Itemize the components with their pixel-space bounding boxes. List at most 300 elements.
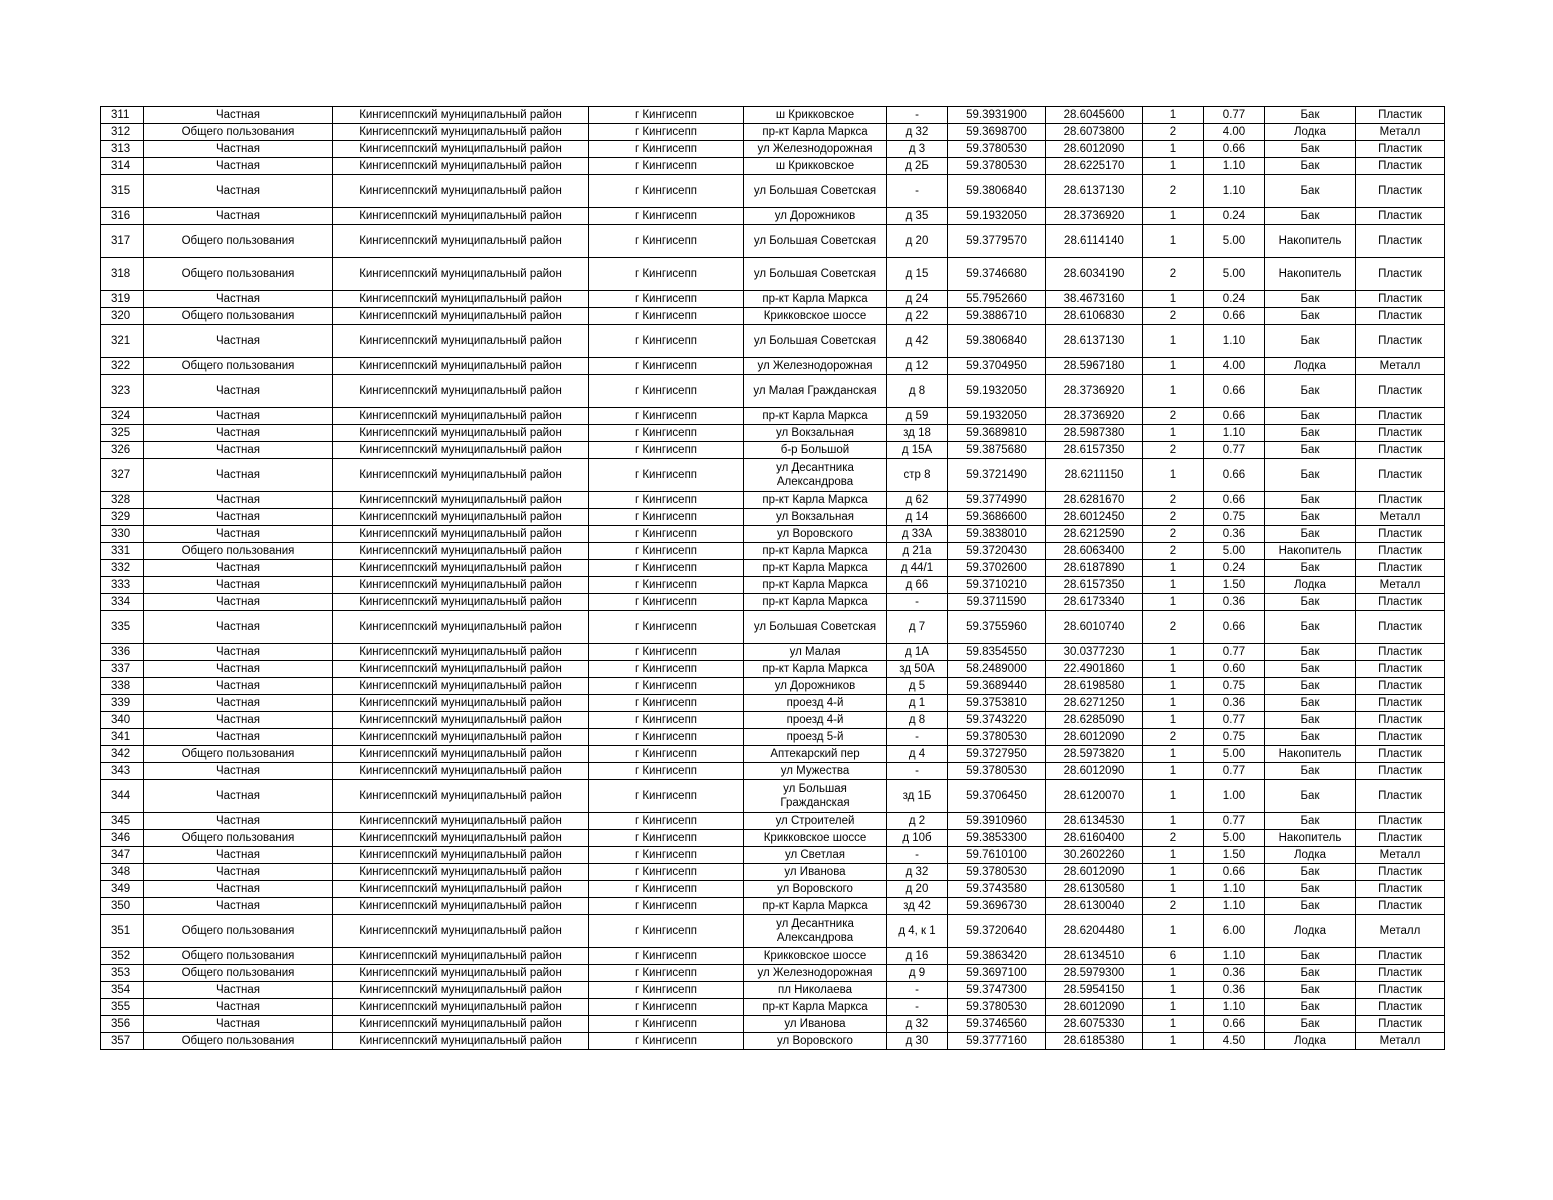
cell-longitude: 28.6130580 [1046,881,1143,898]
cell-district: Кингисеппский муниципальный район [333,560,589,577]
cell-container-count: 1 [1143,325,1204,358]
cell-container-type: Лодка [1265,1033,1356,1050]
cell-longitude: 28.5979300 [1046,965,1143,982]
cell-container-volume: 0.24 [1204,291,1265,308]
cell-latitude: 59.3806840 [948,325,1046,358]
cell-container-type: Бак [1265,999,1356,1016]
cell-container-type: Бак [1265,1016,1356,1033]
cell-longitude: 28.6160400 [1046,830,1143,847]
cell-ownership: Частная [144,644,333,661]
cell-container-volume: 1.10 [1204,175,1265,208]
cell-container-count: 1 [1143,678,1204,695]
cell-house: д 20 [887,881,948,898]
cell-latitude: 59.3886710 [948,308,1046,325]
cell-container-type: Бак [1265,308,1356,325]
cell-settlement: г Кингисепп [589,325,744,358]
cell-settlement: г Кингисепп [589,408,744,425]
cell-settlement: г Кингисепп [589,830,744,847]
cell-house: д 15А [887,442,948,459]
cell-longitude: 38.4673160 [1046,291,1143,308]
cell-container-count: 2 [1143,308,1204,325]
cell-settlement: г Кингисепп [589,225,744,258]
cell-row-number: 317 [101,225,144,258]
table-row [101,425,1445,442]
table-row [101,813,1445,830]
cell-settlement: г Кингисепп [589,695,744,712]
cell-latitude: 59.8354550 [948,644,1046,661]
container-sites-table [100,106,1445,1050]
cell-container-type: Бак [1265,729,1356,746]
cell-house: д 9 [887,965,948,982]
cell-material: Пластик [1356,594,1445,611]
cell-container-type: Бак [1265,208,1356,225]
cell-ownership: Общего пользования [144,915,333,948]
cell-container-count: 1 [1143,425,1204,442]
cell-street: ул Большая Советская [744,225,887,258]
cell-container-count: 1 [1143,459,1204,492]
cell-house: д 42 [887,325,948,358]
cell-settlement: г Кингисепп [589,577,744,594]
cell-district: Кингисеппский муниципальный район [333,543,589,560]
cell-street: пл Николаева [744,982,887,999]
cell-district: Кингисеппский муниципальный район [333,225,589,258]
cell-house: д 8 [887,375,948,408]
cell-row-number: 325 [101,425,144,442]
cell-container-type: Лодка [1265,915,1356,948]
cell-street: проезд 5-й [744,729,887,746]
cell-container-type: Бак [1265,425,1356,442]
cell-settlement: г Кингисепп [589,847,744,864]
cell-latitude: 59.3689440 [948,678,1046,695]
cell-district: Кингисеппский муниципальный район [333,308,589,325]
cell-latitude: 59.3697100 [948,965,1046,982]
cell-latitude: 59.3853300 [948,830,1046,847]
cell-house: д 30 [887,1033,948,1050]
cell-material: Металл [1356,509,1445,526]
cell-longitude: 28.6281670 [1046,492,1143,509]
cell-container-count: 1 [1143,915,1204,948]
cell-container-type: Бак [1265,158,1356,175]
table-row [101,509,1445,526]
cell-container-type: Бак [1265,948,1356,965]
cell-street: ул Светлая [744,847,887,864]
cell-container-volume: 0.60 [1204,661,1265,678]
cell-house: д 10б [887,830,948,847]
table-row [101,847,1445,864]
cell-container-volume: 1.10 [1204,881,1265,898]
cell-ownership: Частная [144,678,333,695]
cell-street: ул Малая Гражданская [744,375,887,408]
cell-settlement: г Кингисепп [589,712,744,729]
cell-street: ул Вокзальная [744,509,887,526]
cell-settlement: г Кингисепп [589,442,744,459]
cell-container-volume: 5.00 [1204,225,1265,258]
table-row [101,729,1445,746]
cell-container-volume: 0.66 [1204,1016,1265,1033]
cell-street: ул Иванова [744,864,887,881]
cell-container-count: 1 [1143,881,1204,898]
cell-latitude: 59.3746560 [948,1016,1046,1033]
cell-row-number: 340 [101,712,144,729]
cell-street: ул Строителей [744,813,887,830]
cell-container-count: 2 [1143,175,1204,208]
cell-material: Пластик [1356,107,1445,124]
cell-settlement: г Кингисепп [589,763,744,780]
table-body [101,107,1445,1050]
cell-row-number: 320 [101,308,144,325]
cell-material: Пластик [1356,208,1445,225]
cell-district: Кингисеппский муниципальный район [333,915,589,948]
cell-ownership: Частная [144,425,333,442]
table-row [101,864,1445,881]
cell-container-type: Бак [1265,107,1356,124]
cell-settlement: г Кингисепп [589,560,744,577]
cell-row-number: 314 [101,158,144,175]
cell-ownership: Частная [144,763,333,780]
cell-container-volume: 0.66 [1204,375,1265,408]
cell-container-volume: 0.36 [1204,982,1265,999]
cell-ownership: Частная [144,729,333,746]
cell-container-volume: 1.10 [1204,948,1265,965]
table-row [101,158,1445,175]
cell-container-count: 1 [1143,141,1204,158]
table-row [101,780,1445,813]
cell-longitude: 28.6114140 [1046,225,1143,258]
table-row [101,712,1445,729]
cell-container-count: 2 [1143,492,1204,509]
cell-ownership: Частная [144,560,333,577]
cell-ownership: Частная [144,492,333,509]
cell-house: д 32 [887,124,948,141]
cell-longitude: 28.6271250 [1046,695,1143,712]
cell-row-number: 342 [101,746,144,763]
cell-container-count: 2 [1143,543,1204,560]
cell-ownership: Частная [144,325,333,358]
cell-settlement: г Кингисепп [589,948,744,965]
cell-street: Аптекарский пер [744,746,887,763]
cell-container-count: 1 [1143,864,1204,881]
cell-house: д 12 [887,358,948,375]
cell-street: ул Дорожников [744,678,887,695]
cell-latitude: 59.3698700 [948,124,1046,141]
cell-district: Кингисеппский муниципальный район [333,124,589,141]
cell-container-volume: 0.36 [1204,526,1265,543]
cell-container-volume: 6.00 [1204,915,1265,948]
cell-district: Кингисеппский муниципальный район [333,864,589,881]
cell-district: Кингисеппский муниципальный район [333,661,589,678]
cell-row-number: 351 [101,915,144,948]
cell-container-type: Накопитель [1265,258,1356,291]
table-row [101,1033,1445,1050]
table-row [101,644,1445,661]
cell-container-count: 1 [1143,107,1204,124]
cell-material: Металл [1356,915,1445,948]
cell-street: пр-кт Карла Маркса [744,543,887,560]
cell-house: д 2Б [887,158,948,175]
cell-street: ул Большая Советская [744,325,887,358]
cell-ownership: Частная [144,141,333,158]
cell-ownership: Общего пользования [144,1033,333,1050]
cell-longitude: 28.6012090 [1046,864,1143,881]
cell-material: Пластик [1356,881,1445,898]
cell-container-count: 1 [1143,763,1204,780]
table-row [101,358,1445,375]
cell-house: д 62 [887,492,948,509]
cell-container-count: 1 [1143,225,1204,258]
cell-material: Пластик [1356,982,1445,999]
cell-district: Кингисеппский муниципальный район [333,965,589,982]
cell-longitude: 28.6173340 [1046,594,1143,611]
cell-container-type: Бак [1265,678,1356,695]
cell-district: Кингисеппский муниципальный район [333,780,589,813]
cell-container-type: Бак [1265,695,1356,712]
cell-material: Пластик [1356,780,1445,813]
cell-district: Кингисеппский муниципальный район [333,1033,589,1050]
cell-house: д 33А [887,526,948,543]
cell-container-type: Бак [1265,965,1356,982]
cell-longitude: 28.3736920 [1046,208,1143,225]
cell-container-count: 2 [1143,442,1204,459]
cell-material: Пластик [1356,763,1445,780]
cell-settlement: г Кингисепп [589,780,744,813]
cell-container-count: 1 [1143,695,1204,712]
cell-container-count: 2 [1143,258,1204,291]
cell-house: д 44/1 [887,560,948,577]
cell-container-volume: 0.77 [1204,712,1265,729]
cell-street: ул Вокзальная [744,425,887,442]
cell-container-type: Лодка [1265,847,1356,864]
cell-settlement: г Кингисепп [589,141,744,158]
cell-container-volume: 0.66 [1204,611,1265,644]
cell-settlement: г Кингисепп [589,375,744,408]
cell-ownership: Общего пользования [144,830,333,847]
cell-material: Пластик [1356,695,1445,712]
cell-latitude: 59.3779570 [948,225,1046,258]
cell-ownership: Общего пользования [144,225,333,258]
cell-ownership: Частная [144,175,333,208]
cell-material: Пластик [1356,611,1445,644]
cell-row-number: 327 [101,459,144,492]
cell-material: Пластик [1356,712,1445,729]
cell-district: Кингисеппский муниципальный район [333,358,589,375]
cell-district: Кингисеппский муниципальный район [333,898,589,915]
cell-container-count: 2 [1143,408,1204,425]
cell-district: Кингисеппский муниципальный район [333,577,589,594]
cell-container-type: Накопитель [1265,543,1356,560]
table-row [101,225,1445,258]
cell-row-number: 341 [101,729,144,746]
cell-street: ул Воровского [744,1033,887,1050]
cell-settlement: г Кингисепп [589,158,744,175]
cell-street: ул Малая [744,644,887,661]
cell-street: Крикковское шоссе [744,830,887,847]
cell-street: ш Крикковское [744,158,887,175]
cell-container-type: Бак [1265,611,1356,644]
cell-row-number: 315 [101,175,144,208]
cell-container-type: Бак [1265,459,1356,492]
cell-house: - [887,982,948,999]
cell-container-volume: 0.66 [1204,864,1265,881]
table-row [101,763,1445,780]
cell-settlement: г Кингисепп [589,258,744,291]
cell-row-number: 354 [101,982,144,999]
cell-container-count: 1 [1143,999,1204,1016]
cell-latitude: 59.1932050 [948,208,1046,225]
cell-latitude: 59.3721490 [948,459,1046,492]
cell-material: Пластик [1356,141,1445,158]
cell-container-volume: 0.75 [1204,509,1265,526]
cell-container-count: 1 [1143,982,1204,999]
cell-latitude: 59.3910960 [948,813,1046,830]
cell-settlement: г Кингисепп [589,459,744,492]
cell-row-number: 316 [101,208,144,225]
cell-container-count: 1 [1143,375,1204,408]
cell-container-type: Лодка [1265,358,1356,375]
cell-container-type: Бак [1265,780,1356,813]
cell-row-number: 313 [101,141,144,158]
cell-district: Кингисеппский муниципальный район [333,712,589,729]
cell-longitude: 28.6225170 [1046,158,1143,175]
cell-container-type: Бак [1265,175,1356,208]
cell-house: - [887,175,948,208]
cell-material: Пластик [1356,442,1445,459]
cell-settlement: г Кингисепп [589,881,744,898]
cell-street: ул Большая Гражданская [744,780,887,813]
cell-house: д 66 [887,577,948,594]
cell-house: д 16 [887,948,948,965]
cell-ownership: Частная [144,1016,333,1033]
cell-container-volume: 0.36 [1204,965,1265,982]
cell-container-count: 1 [1143,644,1204,661]
cell-container-type: Накопитель [1265,225,1356,258]
cell-row-number: 323 [101,375,144,408]
cell-house: д 4 [887,746,948,763]
cell-material: Пластик [1356,408,1445,425]
cell-district: Кингисеппский муниципальный район [333,325,589,358]
cell-longitude: 28.6010740 [1046,611,1143,644]
cell-ownership: Частная [144,158,333,175]
cell-ownership: Частная [144,375,333,408]
table-row [101,577,1445,594]
cell-material: Пластик [1356,291,1445,308]
cell-container-type: Бак [1265,813,1356,830]
cell-container-volume: 4.00 [1204,124,1265,141]
cell-ownership: Частная [144,864,333,881]
cell-latitude: 59.3806840 [948,175,1046,208]
cell-house: д 1А [887,644,948,661]
cell-street: ул Десантника Александрова [744,459,887,492]
table-row [101,948,1445,965]
cell-row-number: 349 [101,881,144,898]
cell-container-count: 1 [1143,813,1204,830]
document-page [100,106,1444,1050]
cell-latitude: 59.3747300 [948,982,1046,999]
cell-container-count: 1 [1143,158,1204,175]
cell-street: пр-кт Карла Маркса [744,661,887,678]
table-row [101,492,1445,509]
cell-material: Металл [1356,124,1445,141]
cell-ownership: Частная [144,509,333,526]
cell-latitude: 59.3706450 [948,780,1046,813]
cell-latitude: 59.3689810 [948,425,1046,442]
cell-ownership: Частная [144,881,333,898]
cell-longitude: 28.6187890 [1046,560,1143,577]
cell-container-volume: 5.00 [1204,258,1265,291]
cell-house: д 8 [887,712,948,729]
cell-latitude: 59.3720430 [948,543,1046,560]
cell-material: Пластик [1356,898,1445,915]
cell-container-count: 2 [1143,830,1204,847]
cell-house: д 32 [887,864,948,881]
cell-latitude: 59.1932050 [948,408,1046,425]
cell-row-number: 353 [101,965,144,982]
cell-street: ул Иванова [744,1016,887,1033]
cell-street: проезд 4-й [744,712,887,729]
table-row [101,915,1445,948]
cell-ownership: Общего пользования [144,948,333,965]
cell-container-volume: 0.75 [1204,729,1265,746]
cell-material: Металл [1356,577,1445,594]
cell-longitude: 28.6012090 [1046,763,1143,780]
cell-latitude: 59.3753810 [948,695,1046,712]
cell-house: - [887,107,948,124]
cell-longitude: 28.6106830 [1046,308,1143,325]
cell-street: пр-кт Карла Маркса [744,492,887,509]
cell-material: Пластик [1356,425,1445,442]
cell-latitude: 59.3743220 [948,712,1046,729]
cell-settlement: г Кингисепп [589,661,744,678]
cell-longitude: 28.6134530 [1046,813,1143,830]
cell-district: Кингисеппский муниципальный район [333,813,589,830]
cell-district: Кингисеппский муниципальный район [333,999,589,1016]
cell-latitude: 59.3875680 [948,442,1046,459]
cell-container-type: Бак [1265,763,1356,780]
cell-material: Пластик [1356,308,1445,325]
cell-material: Пластик [1356,543,1445,560]
cell-house: - [887,763,948,780]
cell-house: д 21а [887,543,948,560]
cell-settlement: г Кингисепп [589,291,744,308]
cell-district: Кингисеппский муниципальный район [333,982,589,999]
cell-district: Кингисеппский муниципальный район [333,291,589,308]
cell-longitude: 28.6137130 [1046,175,1143,208]
cell-district: Кингисеппский муниципальный район [333,1016,589,1033]
cell-district: Кингисеппский муниципальный район [333,175,589,208]
cell-street: пр-кт Карла Маркса [744,124,887,141]
cell-latitude: 59.3780530 [948,999,1046,1016]
cell-district: Кингисеппский муниципальный район [333,644,589,661]
cell-row-number: 347 [101,847,144,864]
cell-container-count: 1 [1143,661,1204,678]
table-row [101,982,1445,999]
table-row [101,459,1445,492]
cell-ownership: Частная [144,999,333,1016]
cell-district: Кингисеппский муниципальный район [333,408,589,425]
cell-ownership: Частная [144,847,333,864]
cell-latitude: 59.3777160 [948,1033,1046,1050]
table-row [101,308,1445,325]
table-row [101,141,1445,158]
cell-house: зд 1Б [887,780,948,813]
cell-house: д 4, к 1 [887,915,948,948]
cell-settlement: г Кингисепп [589,308,744,325]
cell-row-number: 345 [101,813,144,830]
cell-latitude: 59.3780530 [948,141,1046,158]
cell-house: д 22 [887,308,948,325]
cell-material: Пластик [1356,864,1445,881]
table-row [101,881,1445,898]
cell-street: пр-кт Карла Маркса [744,408,887,425]
